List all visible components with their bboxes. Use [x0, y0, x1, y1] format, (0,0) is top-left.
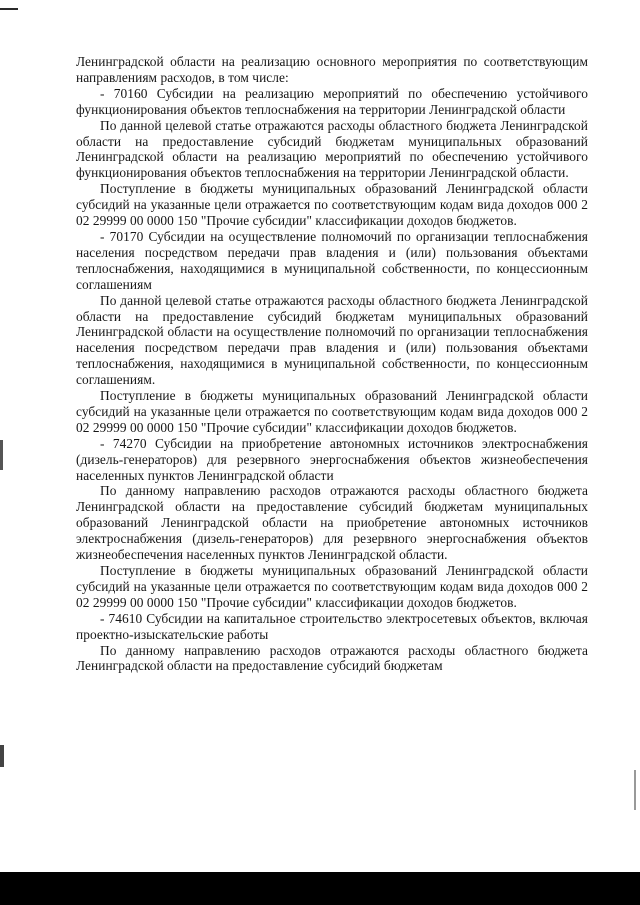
paragraph: По данному направлению расходов отражаются расходы областного бюджета Ленинградской области на предоставление субсидий бюджетам муниципальных образований Ленинградской области на приобретение автономных источников электроснабжения (дизель-генераторов) для резервного энергоснабжения объектов жизнеобеспечения населенных пунктов Ленинградской области.: [76, 483, 588, 563]
budget-item-heading: - 74270 Субсидии на приобретение автономных источников электроснабжения (дизель-генераторов) для резервного энергоснабжения объектов жизнеобеспечения населенных пунктов Ленинградской области: [76, 435, 588, 483]
scan-artifact: [0, 8, 18, 10]
paragraph: Поступление в бюджеты муниципальных образований Ленинградской области субсидий на указанные цели отражается по соответствующим кодам вида доходов 000 2 02 29999 00 0000 150 "Прочие субсидии" классификации доходов бюджетов.: [76, 563, 588, 610]
scan-artifact: [0, 440, 3, 470]
paragraph: По данному направлению расходов отражаются расходы областного бюджета Ленинградской области на предоставление субсидий бюджетам: [76, 642, 588, 674]
budget-item-heading: - 70170 Субсидии на осуществление полномочий по организации теплоснабжения населения посредством передачи прав владения и (или) пользования объектами теплоснабжения, находящимися в муниципальной собственности, по концессионным соглашениям: [76, 228, 588, 292]
document-body: [76, 54, 588, 674]
paragraph: По данной целевой статье отражаются расходы областного бюджета Ленинградской области на предоставление субсидий бюджетам муниципальных образований Ленинградской области на реализацию мероприятий по обеспечению устойчивого функционирования объектов теплоснабжения на территории Ленинградской области.: [76, 117, 588, 181]
paragraph: Поступление в бюджеты муниципальных образований Ленинградской области субсидий на указанные цели отражается по соответствующим кодам вида доходов 000 2 02 29999 00 0000 150 "Прочие субсидии" классификации доходов бюджетов.: [76, 388, 588, 435]
paragraph: Ленинградской области на реализацию основного мероприятия по соответствующим направлениям расходов, в том числе:: [76, 54, 588, 85]
scan-artifact: [634, 770, 636, 810]
paragraph: Поступление в бюджеты муниципальных образований Ленинградской области субсидий на указанные цели отражается по соответствующим кодам вида доходов 000 2 02 29999 00 0000 150 "Прочие субсидии" классификации доходов бюджетов.: [76, 181, 588, 229]
budget-item-heading: - 74610 Субсидии на капитальное строительство электросетевых объектов, включая проектно-изыскательские работы: [76, 610, 588, 642]
budget-item-heading: - 70160 Субсидии на реализацию мероприятий по обеспечению устойчивого функционирования объектов теплоснабжения на территории Ленинградской области: [76, 85, 588, 117]
scan-bottom-border: [0, 872, 640, 905]
paragraph: По данной целевой статье отражаются расходы областного бюджета Ленинградской области на предоставление субсидий бюджетам муниципальных образований Ленинградской области на осуществление полномочий по организации теплоснабжения населения посредством передачи прав владения и (или) пользования объектами теплоснабжения, находящимися в муниципальной собственности, по концессионным соглашениям.: [76, 292, 588, 388]
scan-artifact: [0, 745, 4, 767]
